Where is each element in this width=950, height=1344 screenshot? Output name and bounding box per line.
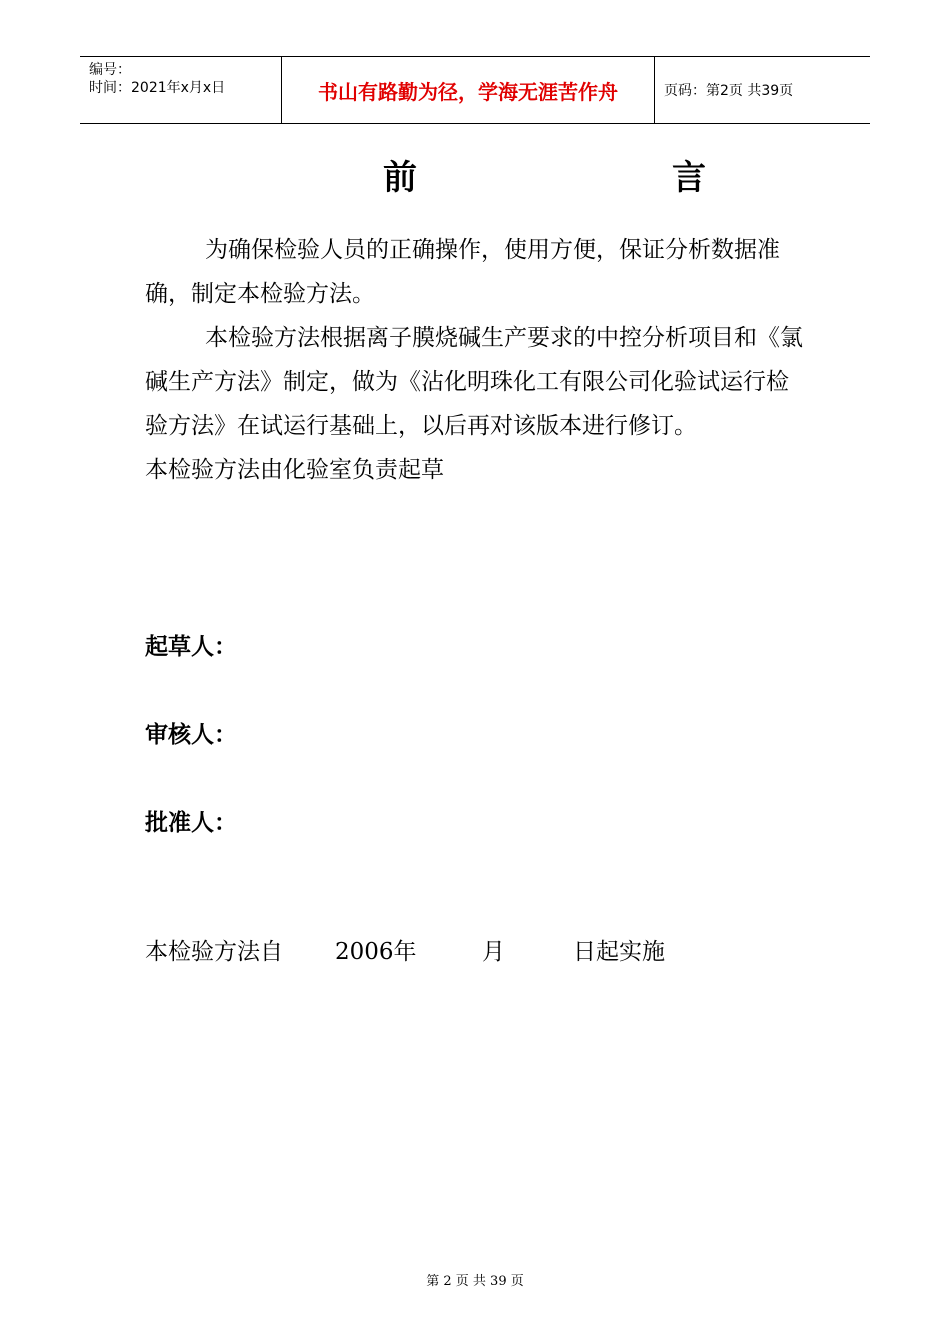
title-char-2: 言 [672, 158, 706, 198]
header-motto: 书山有路勤为径，学海无涯苦作舟 [281, 57, 655, 123]
effective-date-line [145, 933, 705, 969]
title-char-1: 前 [383, 158, 417, 198]
effective-year: 2006年 [335, 939, 417, 965]
effective-suffix: 日起实施 [573, 939, 665, 965]
header-meta [80, 57, 281, 123]
reviewer-label: 审核人： [145, 722, 237, 748]
effective-prefix: 本检验方法自 [145, 939, 283, 965]
document-number-label: 编号： [89, 62, 131, 78]
effective-month: 月 [482, 939, 505, 965]
paragraph-basis: 本检验方法根据离子膜烧碱生产要求的中控分析项目和《氯碱生产方法》制定，做为《沾化明珠化工有限公司化验试运行检验方法》在试运行基础上，以后再对该版本进行修订。 [145, 325, 803, 439]
page-header [80, 56, 870, 124]
approver-label: 批准人： [145, 810, 237, 836]
paragraph-purpose: 为确保检验人员的正确操作，使用方便，保证分析数据准确，制定本检验方法。 [145, 237, 780, 307]
document-time-label: 时间：2021年x月x日 [89, 80, 226, 96]
preface-body [145, 228, 805, 492]
header-page-number: 页码：第2页 共39页 [664, 83, 794, 99]
drafter-label: 起草人： [145, 634, 237, 660]
page-footer: 第 2 页 共 39 页 [426, 1274, 524, 1289]
page-title [0, 150, 950, 200]
paragraph-drafter-note: 本检验方法由化验室负责起草 [145, 457, 444, 483]
